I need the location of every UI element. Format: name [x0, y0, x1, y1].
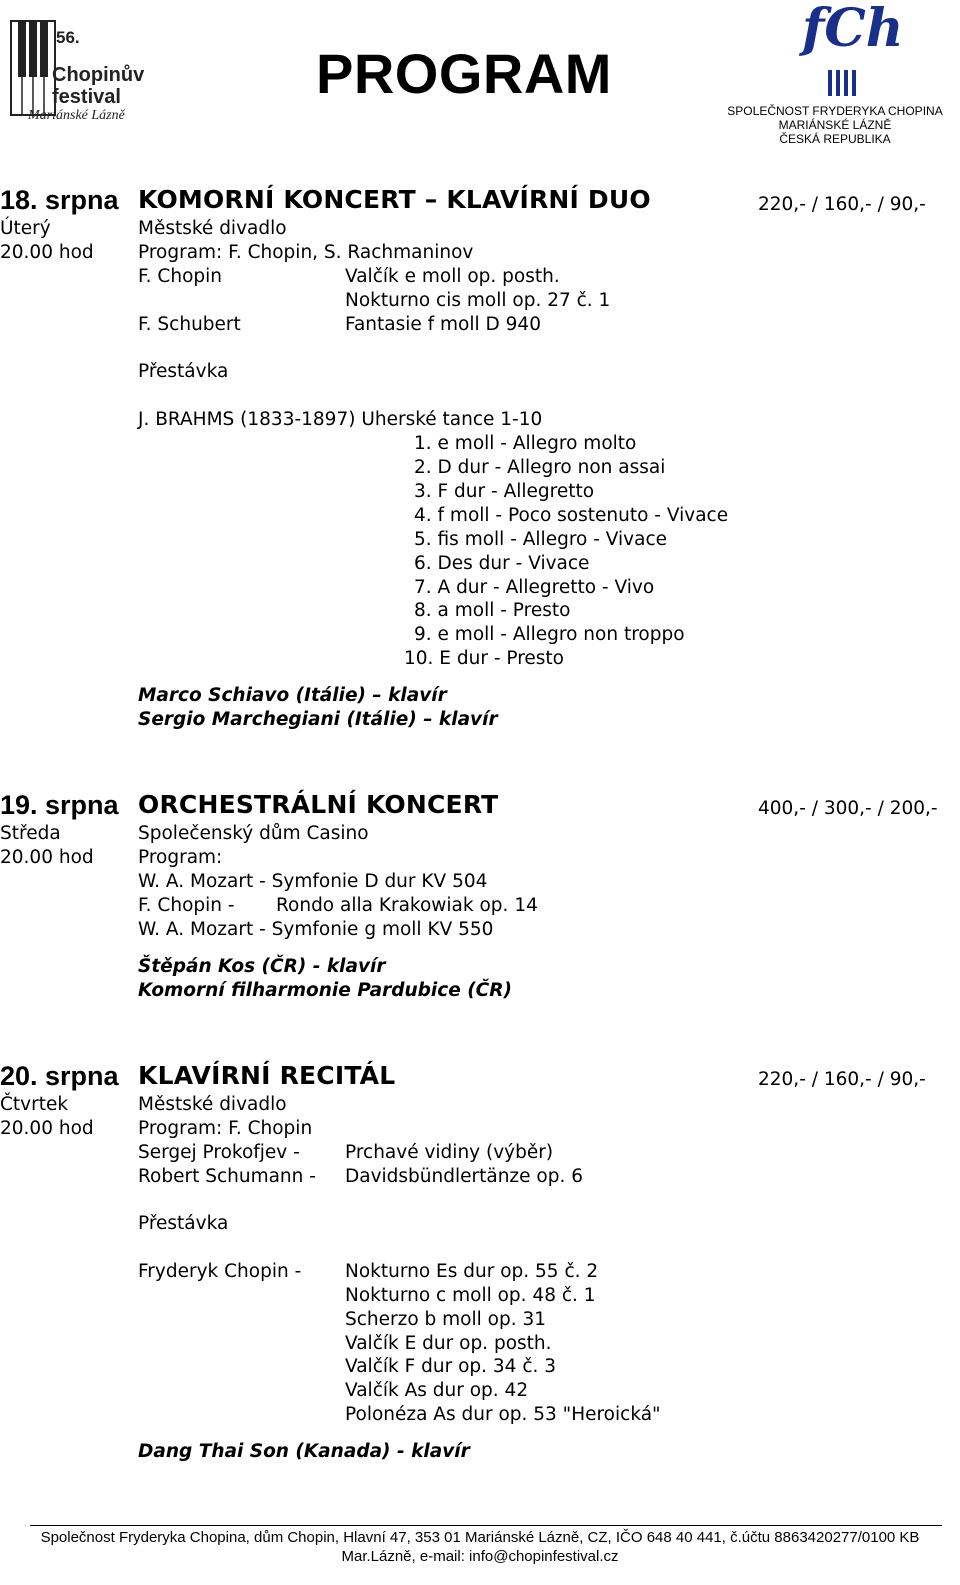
festival-place: Mariánské Lázně [28, 108, 125, 123]
program-line: Rondo alla Krakowiak op. 14 [276, 895, 538, 916]
society-name-line2: MARIÁNSKÉ LÁZNĚ [778, 118, 892, 132]
dance-item: 8. a moll - Presto [414, 600, 571, 621]
interval-label: Přestávka [138, 361, 229, 382]
event-time: 20.00 hod [0, 847, 94, 868]
dance-item: 7. A dur - Allegretto - Vivo [414, 577, 655, 598]
event-date: 20. srpna [0, 1061, 119, 1091]
organ-pipes-icon [824, 70, 864, 96]
page-title: PROGRAM [316, 42, 612, 105]
footer-address: Společnost Fryderyka Chopina, dům Chopin, Hlavní 47, 353 01 Mariánské Lázně, CZ, IČO 648 40 441, č.účtu 8863420277/0100 KB [40, 1529, 920, 1546]
dance-item: 1. e moll - Allegro molto [414, 433, 637, 454]
work: Valčík F dur op. 34 č. 3 [345, 1356, 557, 1377]
composer: Sergej Prokofjev - [138, 1142, 300, 1163]
society-name-line1: SPOLEČNOST FRYDERYKA CHOPINA [727, 104, 943, 118]
festival-name-2: festival [52, 86, 121, 108]
event-time: 20.00 hod [0, 1118, 94, 1139]
interval-label: Přestávka [138, 1213, 229, 1234]
work: Prchavé vidiny (výběr) [345, 1142, 554, 1163]
performer: Komorní filharmonie Pardubice (ČR) [138, 980, 512, 1001]
composer: Robert Schumann - [138, 1166, 316, 1187]
footer-divider [30, 1525, 942, 1526]
work: Polonéza As dur op. 53 "Heroická" [345, 1404, 661, 1425]
society-monogram: fCh [802, 0, 904, 59]
work: Nokturno cis moll op. 27 č. 1 [345, 290, 611, 311]
dance-item: 4. f moll - Poco sostenuto - Vivace [414, 505, 729, 526]
work: Nokturno c moll op. 48 č. 1 [345, 1285, 596, 1306]
event-date: 18. srpna [0, 185, 119, 215]
society-name-line3: ČESKÁ REPUBLIKA [779, 132, 891, 146]
festival-logo [8, 14, 158, 126]
event-day: Čtvrtek [0, 1094, 69, 1115]
dance-item: 3. F dur - Allegretto [414, 481, 595, 502]
dance-item: 5. fis moll - Allegro - Vivace [414, 529, 668, 550]
footer-email: Mar.Lázně, e-mail: info@chopinfestival.cz [341, 1548, 619, 1565]
piano-keys-icon [10, 20, 56, 116]
program-line: W. A. Mozart - Symfonie D dur KV 504 [138, 871, 488, 892]
dance-item: 6. Des dur - Vivace [414, 553, 590, 574]
event-venue: Společenský dům Casino [138, 823, 369, 844]
event-title: KOMORNÍ KONCERT – KLAVÍRNÍ DUO [138, 185, 651, 214]
event-price: 220,- / 160,- / 90,- [758, 194, 926, 215]
event-time: 20.00 hod [0, 242, 94, 263]
event-day: Úterý [0, 218, 51, 239]
work: Nokturno Es dur op. 55 č. 2 [345, 1261, 599, 1282]
program-line: W. A. Mozart - Symfonie g moll KV 550 [138, 919, 494, 940]
composer: Fryderyk Chopin - [138, 1261, 302, 1282]
event-price: 400,- / 300,- / 200,- [758, 798, 938, 819]
work: Valčík As dur op. 42 [345, 1380, 529, 1401]
event-venue: Městské divadlo [138, 218, 287, 239]
event-day: Středa [0, 823, 61, 844]
dance-item: 10. E dur - Presto [404, 648, 565, 669]
performer: Marco Schiavo (Itálie) – klavír [138, 685, 447, 706]
event-program-label: Program: F. Chopin, S. Rachmaninov [138, 242, 474, 263]
event-title: ORCHESTRÁLNÍ KONCERT [138, 790, 499, 819]
brahms-heading: J. BRAHMS (1833-1897) Uherské tance 1-10 [138, 409, 543, 430]
performer: Štěpán Kos (ČR) - klavír [138, 956, 386, 977]
program-line: F. Chopin - [138, 895, 235, 916]
dance-item: 2. D dur - Allegro non assai [414, 457, 666, 478]
work: Davidsbündlertänze op. 6 [345, 1166, 583, 1187]
work: Valčík E dur op. posth. [345, 1333, 552, 1354]
performer: Sergio Marchegiani (Itálie) – klavír [138, 709, 498, 730]
performer: Dang Thai Son (Kanada) - klavír [138, 1441, 470, 1462]
composer: F. Chopin [138, 266, 222, 287]
event-title: KLAVÍRNÍ RECITÁL [138, 1061, 396, 1090]
festival-name-1: Chopinův [52, 64, 145, 86]
event-program-label: Program: [138, 847, 223, 868]
composer: F. Schubert [138, 314, 241, 335]
event-program-label: Program: F. Chopin [138, 1118, 313, 1139]
festival-number: 56. [56, 28, 80, 47]
event-price: 220,- / 160,- / 90,- [758, 1069, 926, 1090]
work: Valčík e moll op. posth. [345, 266, 560, 287]
work: Scherzo b moll op. 31 [345, 1309, 547, 1330]
event-venue: Městské divadlo [138, 1094, 287, 1115]
event-date: 19. srpna [0, 790, 119, 820]
society-logo [720, 0, 950, 150]
work: Fantasie f moll D 940 [345, 314, 541, 335]
dance-item: 9. e moll - Allegro non troppo [414, 624, 685, 645]
